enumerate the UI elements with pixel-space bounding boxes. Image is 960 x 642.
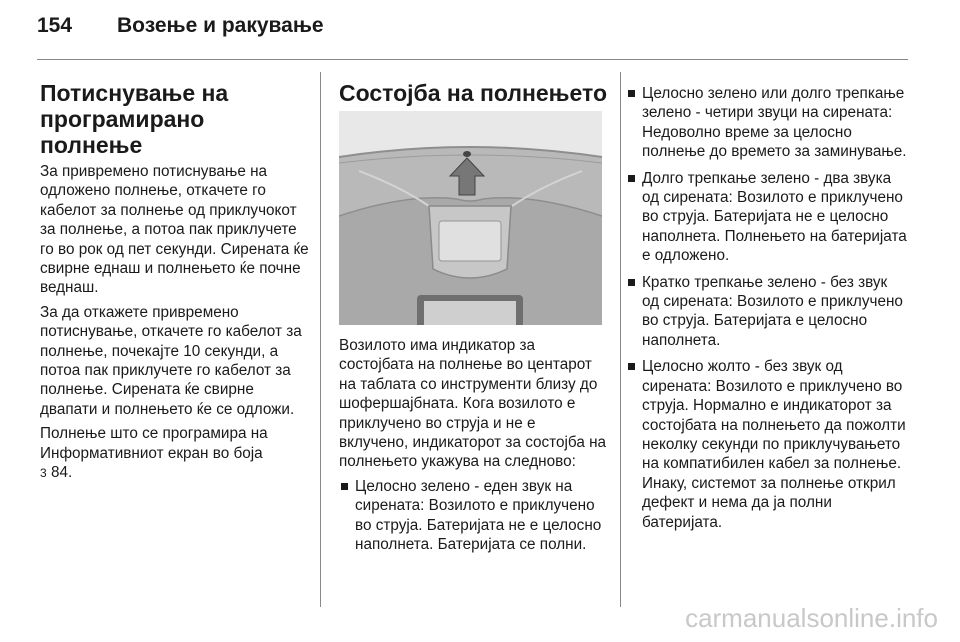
section-title: Возење и ракување xyxy=(117,14,324,37)
middle-intro: Возилото има индикатор за состојбата на полнење во центарот на таблата со инструменти близу до шофершајбната. Кога возилото е приклучено во струја и не е вклучено, индикаторот за состојба на полнењето укажува на следново: xyxy=(339,337,607,471)
bullet-text: Целосно зелено - еден звук на сирената: Возилото е приклучено во струја. Батеријата не е целосно наполнета. Батеријата се полни. xyxy=(355,477,602,554)
page-header xyxy=(37,14,324,38)
page-reference-arrow-icon: 3 xyxy=(40,466,47,481)
list-item xyxy=(626,169,908,266)
watermark: carmanualsonline.info xyxy=(685,603,938,633)
header-rule xyxy=(37,59,908,60)
bullet-text: Кратко трепкање зелено - без звук од сирената: Возилото е приклучено во струја. Батеријата е целосно наполнета. xyxy=(642,273,903,349)
left-column xyxy=(40,80,312,489)
bullet-text: Целосно зелено или долго трепкање зелено - четири звуци на сирената: Недоволно време за целосно полнење до времето за заминување. xyxy=(642,85,907,161)
list-item xyxy=(626,84,908,162)
dashboard-illustration xyxy=(339,111,602,325)
bullet-square-icon xyxy=(341,483,348,490)
bullet-text: Целосно жолто - без звук од сирената: Возилото е приклучено во струја. Нормално е индикаторот за состојбата на полнењето да пожолти неколку секунди по приклучувањето на компатибилен кабел за полнење. Инаку, системот за полнење открил дефект и нема да ја полни батеријата. xyxy=(642,358,906,531)
page-number: 154 xyxy=(37,14,73,37)
bullet-square-icon xyxy=(628,363,635,370)
left-paragraph-1: За привремено потиснување на одложено полнење, откачете го кабелот за полнење од приклучокот за полнење, а потоа пак приклучете го во рок од пет секунди. Сирената ќе свирне еднаш и полнењето ќе почне веднаш. xyxy=(40,163,309,297)
left-heading: Потиснување на програмирано полнење xyxy=(40,80,229,158)
left-paragraph-3 xyxy=(40,424,312,483)
bullet-square-icon xyxy=(628,279,635,286)
dashboard-indicator-figure xyxy=(339,111,602,325)
right-column xyxy=(626,84,908,539)
left-paragraph-2: За да откажете привремено потиснување, откачете го кабелот за полнење, почекајте 10 секунди, а потоа пак приклучете го кабелот за полнење. Сирената ќе свирне двапати и полнењето ќе се одложи. xyxy=(40,303,302,418)
bullet-text: Долго трепкање зелено - два звука од сирената: Возилото е приклучено во струја. Батеријата не е целосно наполнета. Полнењето на батеријата е одложено. xyxy=(642,169,907,265)
list-item xyxy=(626,273,908,351)
column-divider-right xyxy=(620,72,621,607)
list-item xyxy=(626,357,908,532)
page-reference-link[interactable]: 84. xyxy=(50,464,73,482)
left-paragraph-3-text: Полнење што се програмира на Информативниот екран во боја xyxy=(40,425,268,462)
middle-column-body xyxy=(339,336,607,561)
list-item xyxy=(339,477,607,555)
bullet-square-icon xyxy=(628,90,635,97)
middle-column xyxy=(339,80,607,110)
bullet-square-icon xyxy=(628,175,635,182)
column-divider-left xyxy=(320,72,321,607)
middle-heading: Состојба на полнењето xyxy=(339,80,608,106)
